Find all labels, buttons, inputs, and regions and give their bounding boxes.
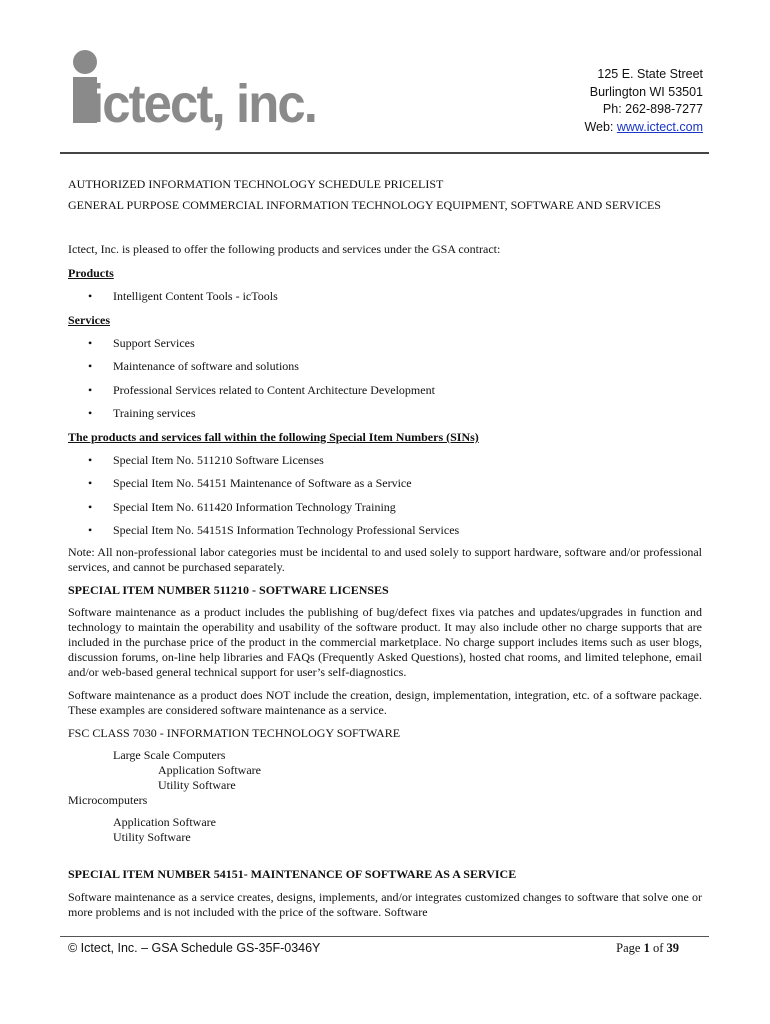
company-logo — [68, 46, 320, 132]
header-divider — [60, 152, 709, 154]
section1-paragraph-2: Software maintenance as a product does NOT include the creation, design, implementation, integration, etc. of a software package. These examples are considered software maintenance as a service. — [68, 688, 702, 717]
address-block — [584, 66, 703, 136]
bullet-icon: • — [88, 523, 93, 537]
bullet-icon: • — [88, 500, 93, 514]
title-line-1: AUTHORIZED INFORMATION TECHNOLOGY SCHEDULE PRICELIST — [68, 177, 444, 191]
logo-text: ictect, inc. — [90, 74, 316, 132]
footer-divider — [60, 936, 709, 937]
bullet-icon: • — [88, 289, 93, 303]
note-paragraph: Note: All non-professional labor categories must be incidental to and used solely to support hardware, software and/or professional services, and cannot be purchased separately. — [68, 545, 702, 574]
bullet-icon: • — [88, 336, 93, 350]
section1-paragraph-1: Software maintenance as a product includes the publishing of bug/defect fixes via patches and updates/upgrades in function and technology to maintain the operability and usability of the software product. It may also include other no charge supports that are included in the purchase price of the product in the commercial marketplace. No charge support includes items such as user blogs, discussion forums, on-line help libraries and FAQs (Frequently Asked Questions), hosted chat rooms, and limited telephone, email and/or web-based general technical support for user’s self-diagnostics. — [68, 605, 702, 679]
page-of: of — [649, 941, 667, 955]
product-item: Intelligent Content Tools - icTools — [113, 289, 278, 303]
page-number — [616, 941, 679, 956]
service-item: Maintenance of software and solutions — [113, 359, 299, 373]
bullet-icon: • — [88, 476, 93, 490]
service-item: Professional Services related to Content Architecture Development — [113, 383, 435, 397]
bullet-icon: • — [88, 406, 93, 420]
address-street: 125 E. State Street — [597, 67, 703, 81]
ictect-logo-icon — [68, 46, 320, 132]
intro-text: Ictect, Inc. is pleased to offer the following products and services under the GSA contract: — [68, 242, 501, 256]
bullet-icon: • — [88, 383, 93, 397]
section2-paragraph-1: Software maintenance as a service creates, designs, implements, and/or integrates customized changes to software that solve one or more problems and is not included with the price of the software. Software — [68, 890, 702, 919]
section-heading-511210: SPECIAL ITEM NUMBER 511210 - SOFTWARE LICENSES — [68, 583, 389, 597]
page-total: 39 — [666, 941, 679, 955]
web-label: Web: — [584, 119, 617, 134]
footer-copyright: © Ictect, Inc. – GSA Schedule GS-35F-0346Y — [68, 941, 321, 955]
address-city: Burlington WI 53501 — [589, 84, 703, 99]
section-heading-54151: SPECIAL ITEM NUMBER 54151- MAINTENANCE OF SOFTWARE AS A SERVICE — [68, 867, 517, 881]
sins-heading: The products and services fall within the following Special Item Numbers (SINs) — [68, 430, 479, 444]
fsc-mc-application: Application Software — [113, 815, 216, 829]
fsc-microcomputers: Microcomputers — [68, 793, 148, 807]
service-item: Support Services — [113, 336, 195, 350]
fsc-ls-application: Application Software — [158, 763, 261, 777]
sin-item: Special Item No. 54151 Maintenance of Software as a Service — [113, 476, 412, 490]
services-heading: Services — [68, 313, 110, 327]
fsc-heading: FSC CLASS 7030 - INFORMATION TECHNOLOGY SOFTWARE — [68, 726, 401, 740]
fsc-large-scale: Large Scale Computers — [113, 748, 226, 762]
products-heading: Products — [68, 266, 114, 280]
bullet-icon: • — [88, 453, 93, 467]
page-current: 1 — [643, 941, 650, 955]
sin-item: Special Item No. 54151S Information Technology Professional Services — [113, 523, 460, 537]
sin-item: Special Item No. 511210 Software Licenses — [113, 453, 324, 467]
title-line-2: GENERAL PURPOSE COMMERCIAL INFORMATION TECHNOLOGY EQUIPMENT, SOFTWARE AND SERVICES — [68, 198, 661, 212]
address-phone: Ph: 262-898-7277 — [602, 102, 703, 116]
bullet-icon: • — [88, 359, 93, 373]
page-prefix: Page — [616, 941, 644, 955]
web-link[interactable]: www.ictect.com — [616, 119, 703, 134]
address-web — [584, 119, 703, 137]
service-item: Training services — [113, 406, 196, 420]
sin-item: Special Item No. 611420 Information Technology Training — [113, 500, 396, 514]
fsc-ls-utility: Utility Software — [158, 778, 236, 792]
fsc-mc-utility: Utility Software — [113, 830, 191, 844]
